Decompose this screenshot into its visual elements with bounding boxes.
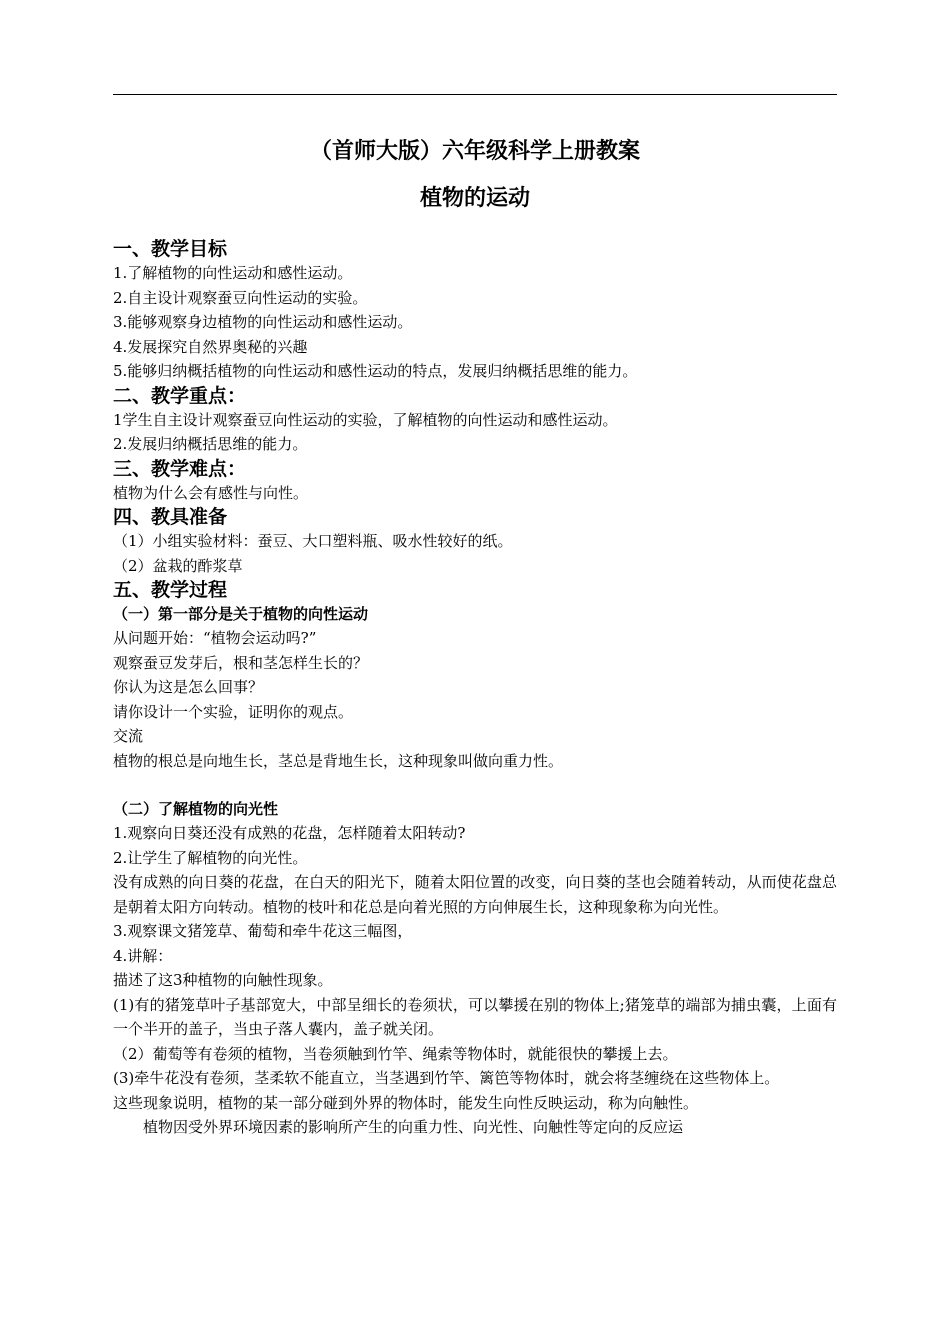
- difficulty-item: 植物为什么会有感性与向性。: [113, 483, 309, 502]
- objective-item: 5.能够归纳概括植物的向性运动和感性运动的特点，发展归纳概括思维的能力。: [113, 362, 638, 380]
- process-line: 你认为这是怎么回事？: [113, 678, 264, 696]
- process-line: 3.观察课文猪笼草、葡萄和牵牛花这三幅图，: [113, 922, 413, 940]
- process-line-truncated: 植物因受外界环境因素的影响所产生的向重力性、向光性、向触性等定向的反应运: [143, 1118, 684, 1136]
- section-heading-key-points: 二、教学重点：: [113, 384, 247, 407]
- document-title: （首师大版）六年级科学上册教案: [309, 139, 640, 164]
- process-line: 植物的根总是向地生长，茎总是背地生长，这种现象叫做向重力性。: [113, 751, 564, 770]
- process-line: 描述了这3种植物的向触性现象。: [113, 971, 333, 989]
- process-line: 2.让学生了解植物的向光性。: [113, 848, 308, 867]
- process-line: 1.观察向日葵还没有成熟的花盘，怎样随着太阳转动?: [113, 824, 466, 842]
- objective-item: 4.发展探究自然界奥秘的兴趣: [113, 337, 308, 356]
- key-point-item: 2.发展归纳概括思维的能力。: [113, 435, 308, 453]
- material-item: （2）盆栽的酢浆草: [113, 556, 243, 575]
- process-paragraph: 没有成熟的向日葵的花盘，在白天的阳光下，随着太阳位置的改变，向日葵的茎也会随着转动，从而使花盘总是朝着太阳方向转动。植物的枝叶和花总是向着光照的方向伸展生长，这种现象称为向光性。: [113, 873, 837, 916]
- document-page: [113, 128, 837, 1140]
- material-item: （1）小组实验材料：蚕豆、大口塑料瓶、吸水性较好的纸。: [113, 532, 513, 550]
- objective-item: 3.能够观察身边植物的向性运动和感性运动。: [113, 313, 413, 331]
- section-heading-objectives: 一、教学目标: [113, 238, 228, 260]
- lesson-title: 植物的运动: [419, 186, 530, 211]
- header-rule: [113, 94, 837, 95]
- process-line: 交流: [113, 727, 144, 745]
- key-point-item: 1学生自主设计观察蚕豆向性运动的实验，了解植物的向性运动和感性运动。: [113, 410, 618, 429]
- subsection-heading-phototropism: （二）了解植物的向光性: [113, 800, 279, 818]
- subsection-heading-tropism: （一）第一部分是关于植物的向性运动: [113, 605, 369, 623]
- process-paragraph: (1)有的猪笼草叶子基部宽大，中部呈细长的卷须状，可以攀援在别的物体上;猪笼草的端部为捕虫囊，上面有一个半开的盖子，当虫子落人囊内，盖子就关闭。: [113, 995, 837, 1038]
- section-heading-process: 五、教学过程: [113, 579, 228, 601]
- objective-item: 1.了解植物的向性运动和感性运动。: [113, 264, 353, 282]
- process-line: 请你设计一个实验，证明你的观点。: [113, 702, 354, 721]
- process-line: 这些现象说明，植物的某一部分碰到外界的物体时，能发生向性反映运动，称为向触性。: [113, 1093, 699, 1112]
- process-line: 从问题开始：“植物会运动吗?”: [113, 629, 317, 647]
- process-line: 4.讲解：: [113, 946, 173, 965]
- process-paragraph: (3)牵牛花没有卷须，茎柔软不能直立，当茎遇到竹竿、篱笆等物体时，就会将茎缠绕在这些物体上。: [113, 1069, 780, 1087]
- process-line: （2）葡萄等有卷须的植物，当卷须触到竹竿、绳索等物体时，就能很快的攀援上去。: [113, 1044, 678, 1063]
- objective-item: 2.自主设计观察蚕豆向性运动的实验。: [113, 288, 368, 307]
- section-heading-difficulties: 三、教学难点：: [113, 457, 247, 480]
- section-heading-materials: 四、教具准备: [113, 506, 228, 528]
- process-line: 观察蚕豆发芽后，根和茎怎样生长的？: [113, 653, 369, 672]
- blank-line: [113, 773, 837, 797]
